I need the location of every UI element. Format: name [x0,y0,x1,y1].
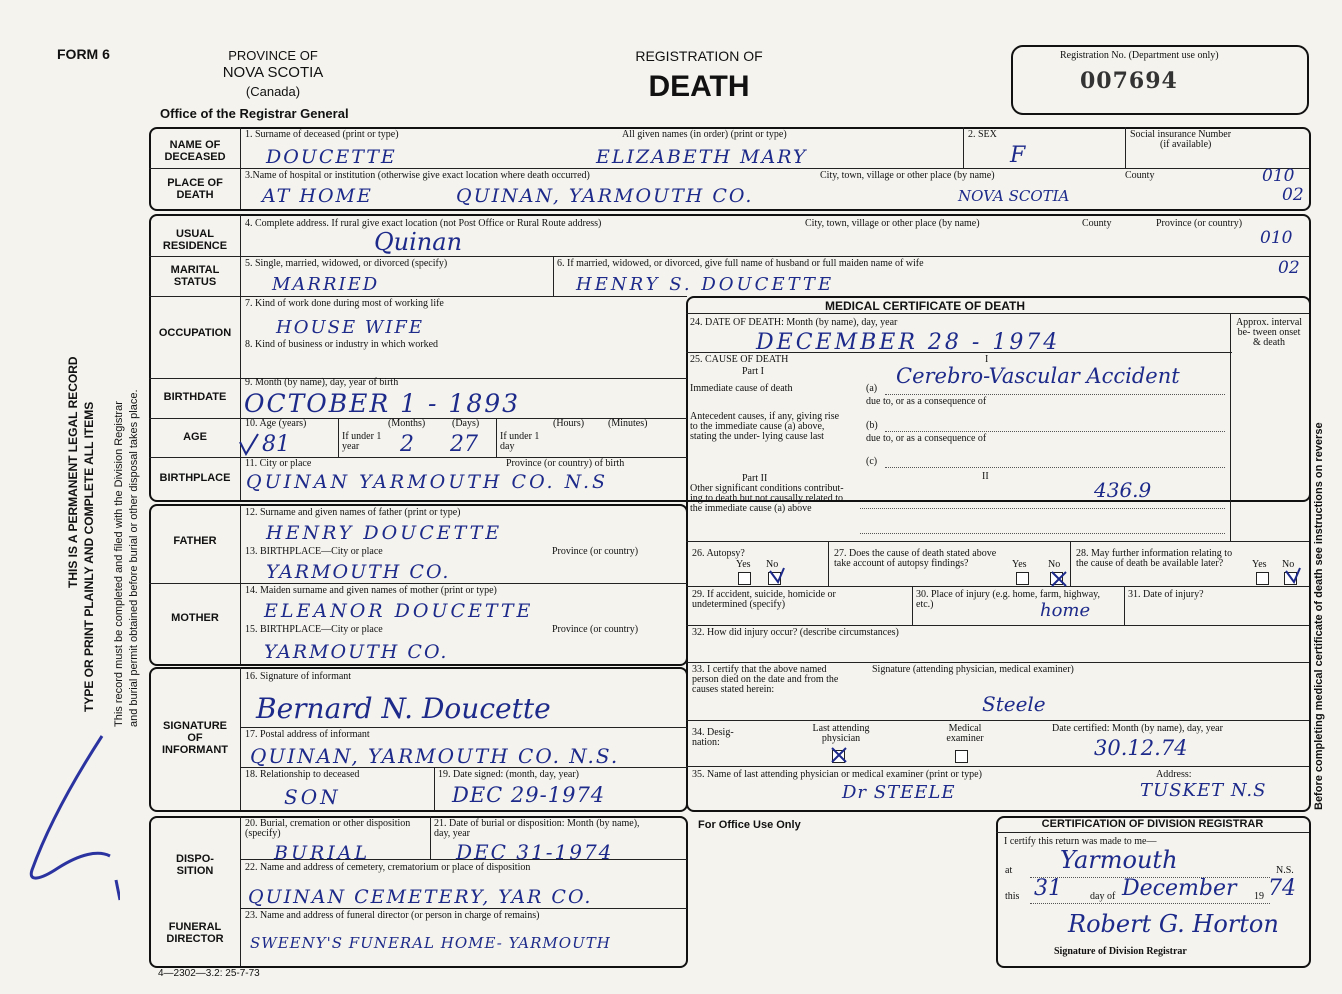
further-no-checkmark [1284,566,1302,584]
label-last-attending: Last attending physician [812,723,870,744]
value-birthplace: QUINAN YARMOUTH CO. N.S [246,471,609,493]
label-informant-signature: 16. Signature of informant [245,671,352,682]
value-occupation: HOUSE WIFE [276,317,425,338]
label-further-yes: Yes [1252,559,1267,570]
label-how-injury: 32. How did injury occur? (describe circumstances) [692,627,899,638]
label-under-1-day: If under 1 day [500,431,540,452]
label-findings-yes: Yes [1012,559,1027,570]
value-code-c: 010 [1260,228,1293,248]
label-place-county: County [1125,170,1155,181]
province-line3: (Canada) [245,84,301,99]
section-disposition: DISPO- SITION [176,853,214,877]
margin-legal-record: THIS IS A PERMANENT LEGAL RECORD [66,356,80,588]
label-date-certified: Date certified: Month (by name), day, year [1052,723,1223,734]
label-date-signed: 19. Date signed: (month, day, year) [438,769,579,780]
value-registered-day: 31 [1034,876,1062,901]
last-attending-xmark [830,746,848,764]
label-designation: 34. Desig- nation: [692,727,734,748]
label-roman-1: I [985,354,989,365]
value-cause-a: Cerebro-Vascular Accident [896,364,1180,388]
value-birthdate: OCTOBER 1 - 1893 [244,389,521,418]
section-funeral-director: FUNERAL DIRECTOR [166,921,224,945]
label-autopsy-no: No [766,559,779,570]
value-age-years: 81 [262,432,290,457]
value-father: HENRY DOUCETTE [266,522,503,544]
label-informant-address: 17. Postal address of informant [245,729,370,740]
label-a: (a) [866,383,878,394]
label-part-2: Part II [742,473,768,484]
section-age: AGE [183,431,207,443]
margin-initial-mark [10,730,120,910]
value-code-b: 02 [1282,185,1304,205]
value-injury-place: home [1040,600,1091,621]
label-medical-examiner: Medical examiner [946,723,984,744]
margin-type-print: TYPE OR PRINT PLAINLY AND COMPLETE ALL ITEMS [82,401,96,712]
value-date-certified: 30.12.74 [1094,736,1188,760]
value-father-birthplace: YARMOUTH CO. [266,561,451,583]
label-age-minutes: (Minutes) [608,418,648,429]
autopsy-yes-checkbox[interactable] [738,572,751,585]
label-ns: N.S. [1276,865,1294,876]
office-registrar: Office of the Registrar General [160,106,349,121]
label-further-no: No [1282,559,1295,570]
label-mother-province: Province (or country) [552,624,639,635]
value-registered-month: December [1122,876,1237,901]
label-due-to-2: due to, or as a consequence of [866,433,987,444]
further-yes-checkbox[interactable] [1256,572,1269,585]
value-physician-address: TUSKET N.S [1140,780,1267,801]
label-due-to-1: due to, or as a consequence of [866,396,987,407]
age-checkmark [238,432,260,456]
section-mother: MOTHER [171,612,219,624]
value-informant-signature: Bernard N. Doucette [256,692,551,725]
label-father-province: Province (or country) [552,546,639,557]
registrar-cert-title: CERTIFICATION OF DIVISION REGISTRAR [1041,818,1264,830]
value-age-days: 27 [450,432,478,457]
value-given-names: ELIZABETH MARY [596,146,808,168]
registration-of: REGISTRATION OF [635,48,763,64]
value-registered-at: Yarmouth [1060,846,1178,874]
label-physician-address: Address: [1156,769,1192,780]
province-line1: PROVINCE OF [228,48,318,63]
label-roman-2: II [982,471,989,482]
margin-filing-note2: and burial permit obtained before burial or other disposal takes place. [128,389,140,727]
label-cemetery: 22. Name and address of cemetery, crematorium or place of disposition [245,862,531,873]
section-birthdate: BIRTHDATE [163,391,227,403]
medical-certificate-title: MEDICAL CERTIFICATE OF DEATH [825,299,1025,313]
label-place-city: City, town, village or other place (by name) [820,170,995,181]
findings-yes-checkbox[interactable] [1016,572,1029,585]
death-heading: DEATH [648,70,750,103]
label-autopsy-yes: Yes [736,559,751,570]
section-birthplace: BIRTHPLACE [159,472,231,484]
registration-number-label: Registration No. (Department use only) [1060,50,1219,61]
label-residence-address: 4. Complete address. If rural give exact location (not Post Office or Rural Route address) [245,218,602,229]
form-code: 4—2302—3.2: 25-7-73 [158,968,260,979]
value-surname: DOUCETTE [266,146,397,168]
label-this: this [1005,891,1020,902]
autopsy-no-checkmark [768,566,786,584]
value-registrar-signature: Robert G. Horton [1068,910,1279,938]
label-part-1: Part I [742,366,764,377]
label-accident: 29. If accident, suicide, homicide or undetermined (specify) [692,589,836,610]
margin-filing-note1: This record must be completed and filed with the Division Registrar [113,401,125,727]
section-father: FATHER [173,535,217,547]
label-b: (b) [866,420,878,431]
label-signature-physician: Signature (attending physician, medical examiner) [872,664,1074,675]
value-cemetery: QUINAN CEMETERY, YAR CO. [248,886,593,908]
registration-number: 007694 [1080,68,1178,94]
label-relationship: 18. Relationship to deceased [245,769,360,780]
value-date-signed: DEC 29-1974 [452,783,606,807]
label-age-years: 10. Age (years) [245,418,307,429]
label-spouse: 6. If married, widowed, or divorced, give full name of husband or full maiden name of wife [557,258,924,269]
value-code-d: 02 [1278,258,1300,278]
label-day-of: day of [1090,891,1116,902]
value-code-a: 010 [1262,166,1295,186]
section-marital-status: MARITAL STATUS [170,264,220,288]
label-autopsy: 26. Autopsy? [692,548,745,559]
label-father-name: 12. Surname and given names of father (print or type) [245,507,461,518]
section-usual-residence: USUAL RESIDENCE [162,228,228,252]
label-burial: 20. Burial, cremation or other disposition (specify) [245,818,411,839]
label-birthplace-city: 11. City or place [245,458,312,469]
value-informant-address: QUINAN, YARMOUTH CO. N.S. [250,744,620,768]
label-place-institution: 3.Name of hospital or institution (otherwise give exact location where death occurred) [245,170,590,181]
label-kind-of-work: 7. Kind of work done during most of working life [245,298,444,309]
label-autopsy-findings: 27. Does the cause of death stated above take account of autopsy findings? [834,548,997,569]
value-sex: F [1010,143,1026,168]
findings-no-xmark [1050,570,1068,588]
label-birthdate: 9. Month (by name), day, year of birth [245,377,399,388]
label-funeral-director: 23. Name and address of funeral director (or person in charge of remains) [245,910,540,921]
label-age-days: (Days) [452,418,480,429]
label-year-prefix: 19 [1254,891,1264,902]
margin-right-instructions: Before completing medical certificate of death see instructions on reverse [1313,422,1325,810]
label-mother-name: 14. Maiden surname and given names of mother (print or type) [245,585,497,596]
label-given-names: All given names (in order) (print or type) [622,129,787,140]
value-relationship: SON [284,785,341,809]
label-residence-city: City, town, village or other place (by name) [805,218,980,229]
label-physician-name: 35. Name of last attending physician or medical examiner (print or type) [692,769,982,780]
label-residence-county: County [1082,218,1112,229]
value-marital: MARRIED [272,274,380,295]
section-occupation: OCCUPATION [158,327,232,339]
label-father-birthplace: 13. BIRTHPLACE—City or place [245,546,383,557]
label-findings-no: No [1048,559,1061,570]
section-signature-of-informant: SIGNATURE OF INFORMANT [162,720,228,756]
section-place-of-death: PLACE OF DEATH [167,177,223,201]
label-residence-province: Province (or country) [1156,218,1243,229]
value-other-code: 436.9 [1094,478,1152,502]
value-date-of-death: DECEMBER 28 - 1974 [756,330,1061,355]
label-under-1-year: If under 1 year [342,431,382,452]
label-cause-of-death: 25. CAUSE OF DEATH [690,354,789,365]
label-burial-date: 21. Date of burial or disposition: Month (by name), day, year [434,818,640,839]
label-c: (c) [866,456,878,467]
label-marital: 5. Single, married, widowed, or divorced (specify) [245,258,448,269]
label-date-of-injury: 31. Date of injury? [1128,589,1204,600]
label-kind-of-business: 8. Kind of business or industry in which worked [245,339,439,350]
value-registered-year: 74 [1268,876,1296,901]
value-spouse: HENRY S. DOUCETTE [576,274,835,295]
value-age-months: 2 [400,432,414,457]
value-physician-name: Dr STEELE [842,782,956,803]
value-mother: ELEANOR DOUCETTE [264,600,534,622]
label-certify-registrar: I certify this return was made to me— [1004,836,1157,847]
value-place-province: NOVA SCOTIA [958,187,1070,205]
value-burial-date: DEC 31-1974 [456,840,614,864]
value-place-city: QUINAN, YARMOUTH CO. [456,185,754,207]
label-sex: 2. SEX [968,129,997,140]
label-registrar-signature: Signature of Division Registrar [1054,946,1187,957]
label-mother-birthplace: 15. BIRTHPLACE—City or place [245,624,383,635]
label-other-conditions: Other significant conditions contribut- ing to death but not causally related to the immediate cause (a) above [690,483,844,514]
value-physician-signature: Steele [982,692,1046,716]
value-mother-birthplace: YARMOUTH CO. [264,641,449,663]
label-place-of-injury: 30. Place of injury (e.g. home, farm, highway, etc.) [916,589,1101,610]
label-approx-interval: Approx. interval be- tween onset & death [1235,317,1303,348]
office-use-only: For Office Use Only [698,819,801,831]
province-line2: NOVA SCOTIA [222,64,324,81]
label-date-of-death: 24. DATE OF DEATH: Month (by name), day, year [690,317,898,328]
value-burial: BURIAL [274,842,371,864]
label-further-info: 28. May further information relating to the cause of death be available later? [1076,548,1233,569]
form-number: FORM 6 [57,46,110,62]
label-at: at [1005,865,1013,876]
label-birthplace-province: Province (or country) of birth [506,458,625,469]
label-certify-physician: 33. I certify that the above named person died on the date and from the causes stated herein: [692,664,839,695]
medical-examiner-checkbox[interactable] [955,750,968,763]
value-place-institution: AT HOME [262,185,373,207]
label-sin: Social insurance Number [1130,129,1232,140]
section-name-of-deceased: NAME OF DECEASED [164,139,226,163]
value-residence: Quinan [374,228,463,256]
label-antecedent: Antecedent causes, if any, giving rise to the immediate cause (a) above, stating the under- lying cause last [690,411,840,442]
value-funeral-director: SWEENY'S FUNERAL HOME- YARMOUTH [250,934,611,952]
label-age-months: (Months) [388,418,426,429]
label-surname: 1. Surname of deceased (print or type) [245,129,399,140]
label-age-hours: (Hours) [553,418,585,429]
label-immediate-cause: Immediate cause of death [690,383,793,394]
label-sin-available: (if available) [1160,139,1212,150]
